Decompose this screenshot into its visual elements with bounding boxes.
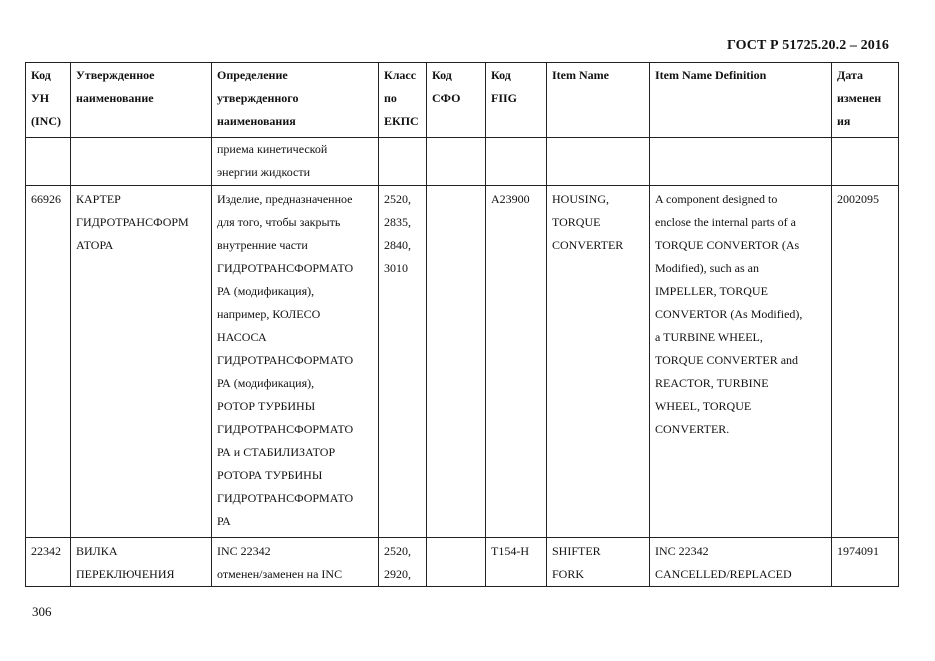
cell-sfo	[427, 138, 486, 186]
cell-text: 1974091	[837, 544, 879, 558]
cell-fiig	[486, 138, 547, 186]
cell-text: 2835,	[384, 215, 411, 229]
cell-item-name	[547, 538, 650, 587]
cell-text: внутренние части	[217, 238, 308, 252]
cell-text: РОТОРА ТУРБИНЫ	[217, 468, 323, 482]
cell-inc	[26, 138, 71, 186]
header-col-approved-name	[71, 63, 212, 138]
cell-item-definition	[650, 186, 832, 538]
header-text: Определение	[217, 68, 288, 82]
cell-definition	[212, 138, 379, 186]
cell-text: WHEEL, TORQUE	[655, 399, 752, 413]
cell-fiig	[486, 186, 547, 538]
cell-text: ГИДРОТРАНСФОРМАТО	[217, 422, 354, 436]
header-text: Item Name	[552, 68, 609, 82]
header-text: Дата	[837, 68, 863, 82]
header-col-item-definition	[650, 63, 832, 138]
header-text: по	[384, 91, 397, 105]
cell-text: АТОРА	[76, 238, 114, 252]
cell-item-name	[547, 186, 650, 538]
cell-text: 2520,	[384, 192, 411, 206]
cell-text: CONVERTOR (As Modified),	[655, 307, 803, 321]
cell-text: ПЕРЕКЛЮЧЕНИЯ	[76, 567, 175, 581]
cell-text: ГИДРОТРАНСФОРМАТО	[217, 261, 354, 275]
header-col-definition	[212, 63, 379, 138]
cell-class	[379, 538, 427, 587]
cell-item-name	[547, 138, 650, 186]
header-text: утвержденного	[217, 91, 299, 105]
cell-date	[832, 186, 899, 538]
cell-text: 2520,	[384, 544, 411, 558]
cell-text: РА	[217, 514, 231, 528]
header-text: изменен	[837, 91, 882, 105]
cell-sfo	[427, 538, 486, 587]
cell-inc	[26, 186, 71, 538]
cell-text: CANCELLED/REPLACED	[655, 567, 792, 581]
header-text: УН	[31, 91, 50, 105]
cell-sfo	[427, 186, 486, 538]
cell-class	[379, 138, 427, 186]
cell-text: INC 22342	[655, 544, 709, 558]
cell-fiig	[486, 538, 547, 587]
cell-text: 22342	[31, 544, 61, 558]
header-col-class	[379, 63, 427, 138]
cell-text: T154-H	[491, 544, 529, 558]
cell-text: КАРТЕР	[76, 192, 121, 206]
cell-text: 2920,	[384, 567, 411, 581]
header-text: Код	[432, 68, 452, 82]
cell-text: A component designed to	[655, 192, 778, 206]
header-col-fiig	[486, 63, 547, 138]
cell-text: Изделие, предназначенное	[217, 192, 353, 206]
table-row	[26, 138, 899, 186]
cell-text: ГИДРОТРАНСФОРМ	[76, 215, 189, 229]
document-header: ГОСТ Р 51725.20.2 – 2016	[726, 38, 889, 53]
table-row	[26, 538, 899, 587]
cell-text: НАСОСА	[217, 330, 267, 344]
header-col-sfo	[427, 63, 486, 138]
cell-approved-name	[71, 538, 212, 587]
cell-text: ВИЛКА	[76, 544, 118, 558]
cell-inc	[26, 538, 71, 587]
header-col-item-name	[547, 63, 650, 138]
cell-text: FORK	[552, 567, 585, 581]
header-text: Код	[491, 68, 511, 82]
cell-text: Modified), such as an	[655, 261, 759, 275]
cell-approved-name	[71, 138, 212, 186]
cell-text: РА и СТАБИЛИЗАТОР	[217, 445, 336, 459]
cell-text: 2840,	[384, 238, 411, 252]
cell-text: A23900	[491, 192, 530, 206]
header-text: FIIG	[491, 91, 518, 105]
cell-text: отменен/заменен на INC	[217, 567, 343, 581]
cell-date	[832, 138, 899, 186]
cell-approved-name	[71, 186, 212, 538]
catalog-table	[25, 62, 899, 587]
cell-text: например, КОЛЕСО	[217, 307, 321, 321]
cell-definition	[212, 186, 379, 538]
cell-class	[379, 186, 427, 538]
cell-definition	[212, 538, 379, 587]
header-col-date	[832, 63, 899, 138]
cell-text: ГИДРОТРАНСФОРМАТО	[217, 491, 354, 505]
cell-text: enclose the internal parts of a	[655, 215, 796, 229]
cell-text: CONVERTER.	[655, 422, 730, 436]
cell-text: HOUSING,	[552, 192, 609, 206]
cell-text: для того, чтобы закрыть	[217, 215, 341, 229]
cell-text: TORQUE CONVERTER and	[655, 353, 799, 367]
header-text: ЕКПС	[384, 114, 419, 128]
cell-text: TORQUE	[552, 215, 601, 229]
header-text: (INC)	[31, 114, 61, 128]
cell-text: REACTOR, TURBINE	[655, 376, 769, 390]
table-row	[26, 186, 899, 538]
header-text: Класс	[384, 68, 417, 82]
header-col-inc	[26, 63, 71, 138]
cell-text: a TURBINE WHEEL,	[655, 330, 763, 344]
cell-text: РА (модификация),	[217, 376, 315, 390]
header-text: наименования	[217, 114, 296, 128]
page-number: 306	[32, 604, 52, 619]
cell-text: IMPELLER, TORQUE	[655, 284, 768, 298]
cell-text: 2002095	[837, 192, 879, 206]
table-header-row	[26, 63, 899, 138]
cell-text: РА (модификация),	[217, 284, 315, 298]
cell-item-definition	[650, 138, 832, 186]
header-text: Утвержденное	[76, 68, 155, 82]
header-text: ия	[837, 114, 851, 128]
cell-text: SHIFTER	[552, 544, 601, 558]
cell-text: РОТОР ТУРБИНЫ	[217, 399, 316, 413]
cell-text: приема кинетической	[217, 142, 328, 156]
header-text: Item Name Definition	[655, 68, 767, 82]
cell-text: ГИДРОТРАНСФОРМАТО	[217, 353, 354, 367]
cell-text: энергии жидкости	[217, 165, 310, 179]
cell-text: INC 22342	[217, 544, 271, 558]
header-text: СФО	[432, 91, 461, 105]
header-text: наименование	[76, 91, 154, 105]
cell-text: TORQUE CONVERTOR (As	[655, 238, 800, 252]
header-text: Код	[31, 68, 51, 82]
cell-text: 3010	[384, 261, 408, 275]
cell-text: 66926	[31, 192, 61, 206]
cell-item-definition	[650, 538, 832, 587]
cell-date	[832, 538, 899, 587]
cell-text: CONVERTER	[552, 238, 624, 252]
